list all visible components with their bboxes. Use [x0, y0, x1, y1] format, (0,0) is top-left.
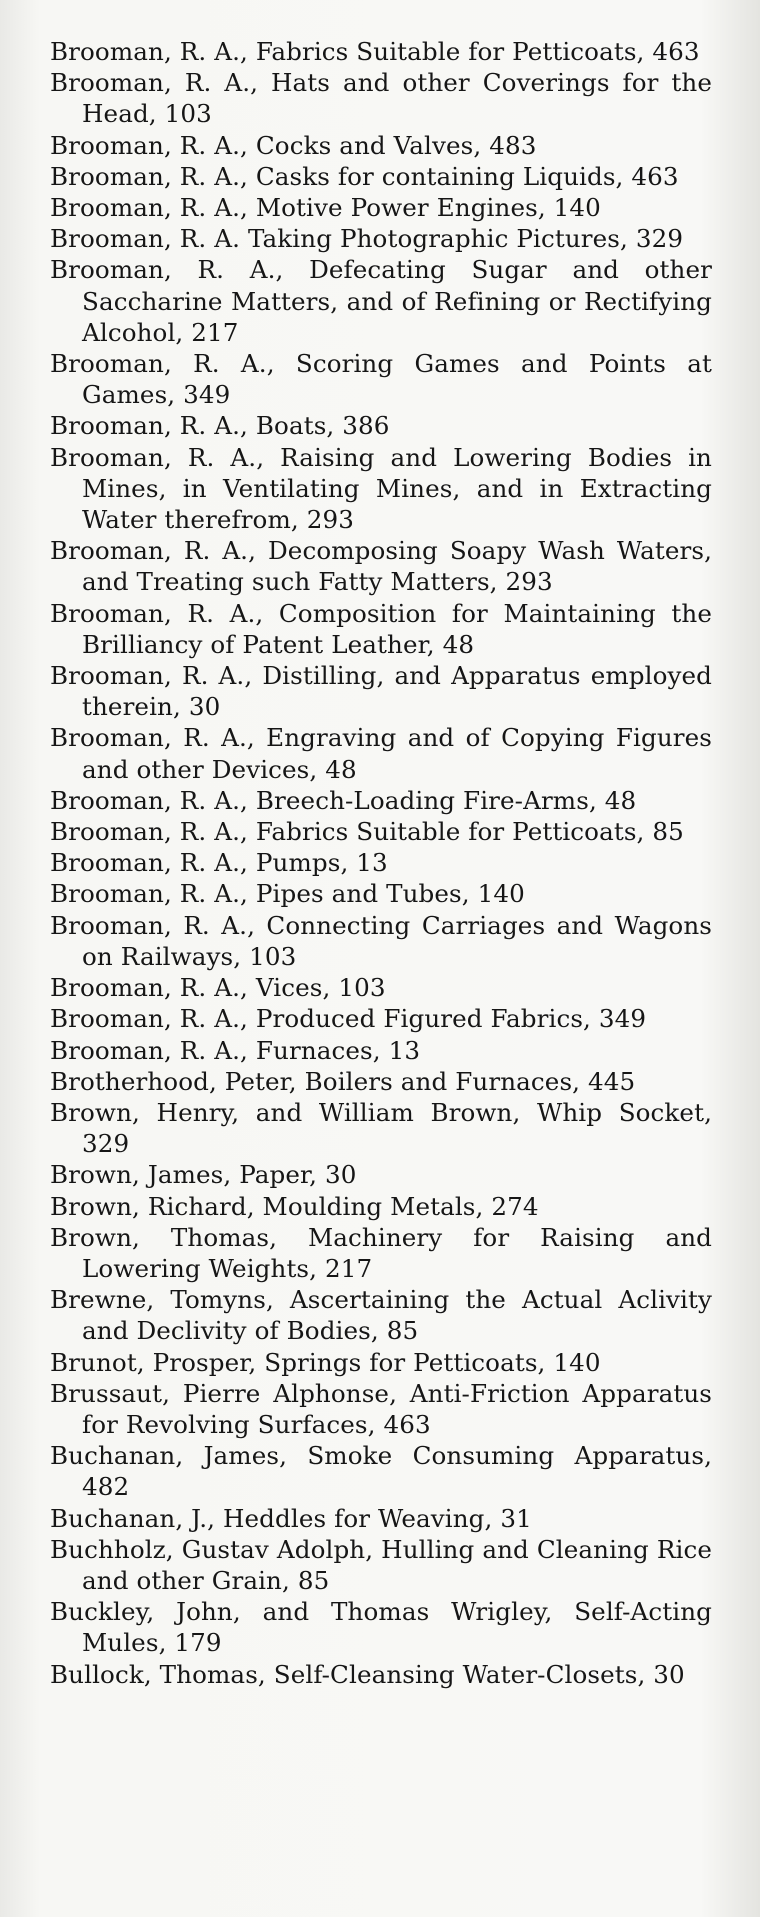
index-entry: Brotherhood, Peter, Boilers and Furnaces, 445	[50, 1066, 636, 1096]
index-entry: Brown, Henry, and William Brown, Whip Socket, 329	[50, 1097, 712, 1159]
index-entry: Brooman, R. A., Motive Power Engines, 140	[50, 193, 601, 223]
index-entry: Buckley, John, and Thomas Wrigley, Self-Acting Mules, 179	[50, 1597, 712, 1658]
index-entry: Brunot, Prosper, Springs for Petticoats, 140	[50, 1347, 601, 1377]
index-entry: Brooman, R. A., Engraving and of Copying Figures and other Devices, 48	[50, 723, 712, 784]
index-entry: Brooman, R. A., Boats, 386	[50, 411, 390, 441]
index-entry: Brooman, R. A., Pipes and Tubes, 140	[50, 879, 525, 909]
index-column	[50, 36, 712, 1690]
index-entry: Brooman, R. A., Furnaces, 13	[50, 1035, 421, 1065]
index-entry: Bullock, Thomas, Self-Cleansing Water-Closets, 30	[50, 1659, 685, 1689]
index-entry: Buchholz, Gustav Adolph, Hulling and Cleaning Rice and other Grain, 85	[50, 1534, 712, 1595]
index-entry: Brooman, R. A., Casks for containing Liquids, 463	[50, 161, 679, 191]
index-entry: Brussaut, Pierre Alphonse, Anti-Friction Apparatus for Revolving Surfaces, 463	[50, 1378, 712, 1439]
index-entry: Brooman, R. A., Raising and Lowering Bodies in Mines, in Ventilating Mines, and in Extracting Water therefrom, 293	[50, 442, 712, 535]
index-entry: Brooman, R. A., Composition for Maintaining the Brilliancy of Patent Leather, 48	[50, 598, 712, 659]
index-entry: Brooman, R. A., Vices, 103	[50, 973, 386, 1003]
index-entry: Buchanan, James, Smoke Consuming Apparatus, 482	[50, 1441, 712, 1502]
index-entry: Brooman, R. A., Hats and other Coverings for the Head, 103	[50, 68, 712, 129]
index-entry: Brooman, R. A., Cocks and Valves, 483	[50, 130, 537, 160]
index-entry: Brooman, R. A., Produced Figured Fabrics, 349	[50, 1004, 647, 1034]
index-entry: Brooman, R. A., Connecting Carriages and Wagons on Railways, 103	[50, 910, 712, 971]
index-entry: Brown, James, Paper, 30	[50, 1160, 357, 1190]
index-entry: Brooman, R. A., Defecating Sugar and other Saccharine Matters, and of Refining or Rectifying Alcohol, 217	[50, 255, 712, 347]
index-entry: Brooman, R. A., Pumps, 13	[50, 848, 388, 878]
index-entry: Brown, Thomas, Machinery for Raising and Lowering Weights, 217	[50, 1222, 712, 1283]
index-entry: Brooman, R. A., Fabrics Suitable for Petticoats, 463	[50, 37, 700, 66]
index-entry: Brooman, R. A., Fabrics Suitable for Petticoats, 85	[50, 817, 684, 847]
index-entry: Brewne, Tomyns, Ascertaining the Actual Aclivity and Declivity of Bodies, 85	[50, 1285, 712, 1346]
index-entry: Buchanan, J., Heddles for Weaving, 31	[50, 1503, 532, 1533]
index-entry: Brooman, R. A. Taking Photographic Pictures, 329	[50, 224, 684, 254]
index-entry: Brooman, R. A., Distilling, and Apparatus employed therein, 30	[50, 661, 712, 722]
index-entry: Brooman, R. A., Breech-Loading Fire-Arms, 48	[50, 785, 637, 815]
index-entry: Brooman, R. A., Decomposing Soapy Wash Waters, and Treating such Fatty Matters, 293	[50, 536, 712, 597]
index-entry: Brown, Richard, Moulding Metals, 274	[50, 1191, 539, 1221]
index-entry: Brooman, R. A., Scoring Games and Points at Games, 349	[50, 349, 712, 410]
